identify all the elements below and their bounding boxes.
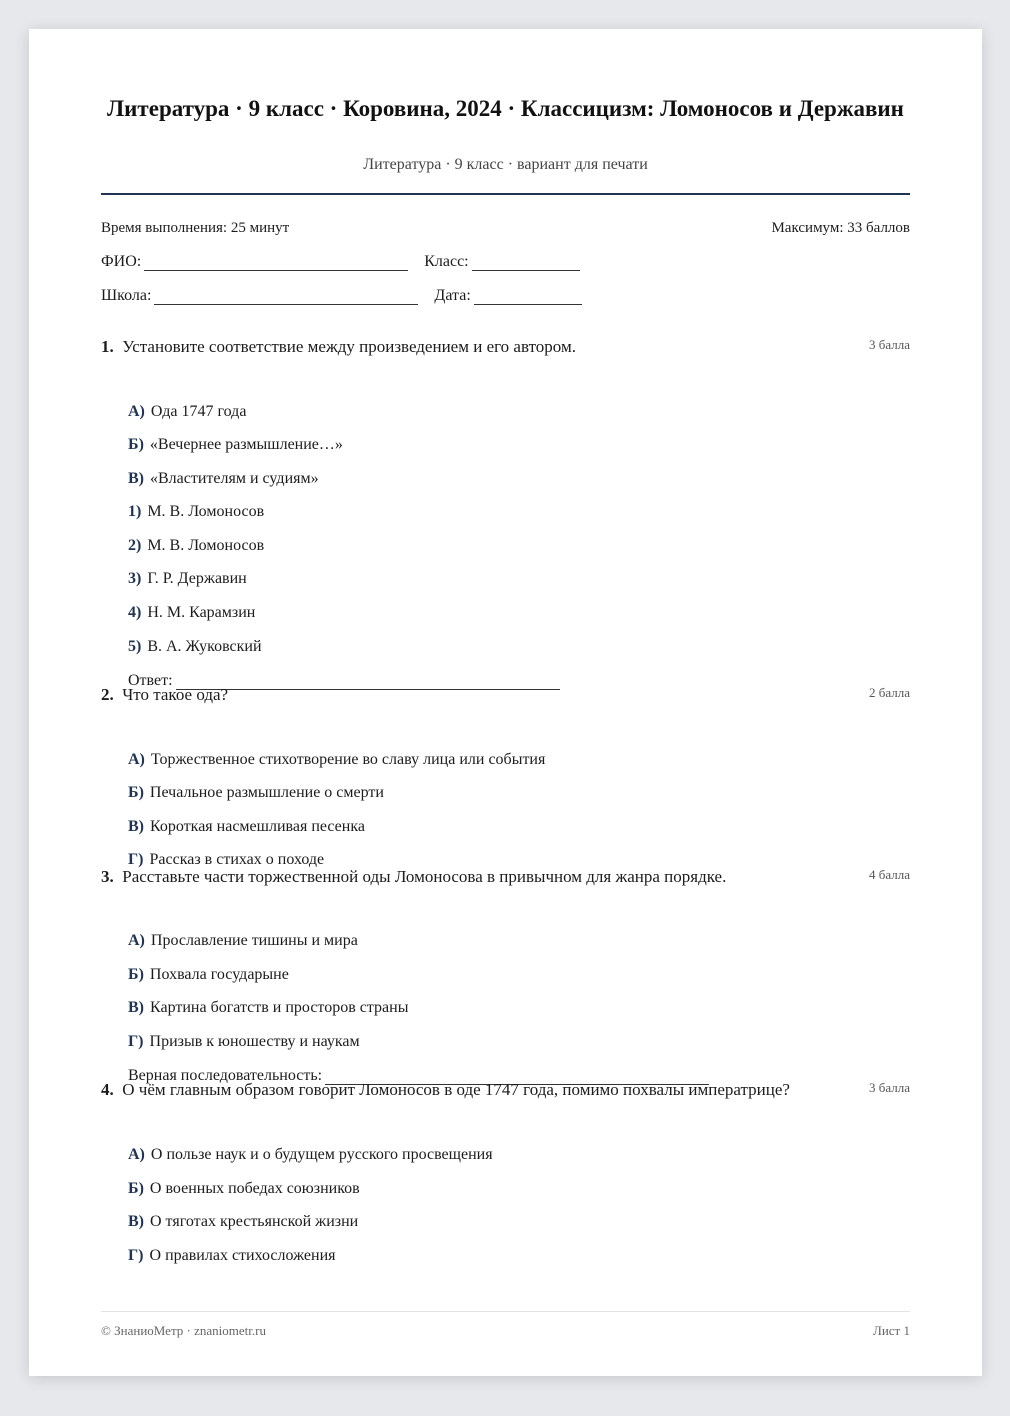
question-text: Что такое ода?	[122, 685, 229, 704]
answer-label: Верная последовательность:	[128, 1067, 323, 1084]
option: 2) М. В. Ломоносов	[128, 537, 265, 554]
question-points: 3 балла	[869, 337, 910, 352]
meta-row	[101, 220, 910, 237]
question-number: 1.	[101, 337, 114, 356]
option: В) О тяготах крестьянской жизни	[128, 1213, 359, 1230]
time-limit: Время выполнения: 25 минут	[101, 220, 290, 236]
worksheet-page	[29, 29, 982, 1376]
question-number: 2.	[101, 685, 114, 704]
option: 1) М. В. Ломоносов	[128, 503, 265, 520]
footer-copyright: © ЗнаниоМетр · znaniometr.ru	[101, 1323, 266, 1338]
question-3	[101, 867, 910, 889]
option: Г) Призыв к юношеству и наукам	[128, 1033, 360, 1050]
school-date-row	[101, 287, 582, 305]
question-text: Расставьте части торжественной оды Ломоносова в привычном для жанра порядке.	[122, 867, 727, 886]
class-line[interactable]	[472, 254, 580, 271]
date-label: Дата:	[434, 287, 471, 304]
question-text: Установите соответствие между произведением и его автором.	[122, 337, 576, 356]
option: В) Картина богатств и просторов страны	[128, 999, 409, 1016]
option: Б) Похвала государыне	[128, 966, 289, 983]
question-number: 4.	[101, 1080, 114, 1099]
option: А) О пользе наук и о будущем русского просвещения	[128, 1146, 493, 1163]
option: А) Торжественное стихотворение во славу лица или события	[128, 751, 546, 768]
option: Б) Печальное размышление о смерти	[128, 784, 384, 801]
option: Г) О правилах стихосложения	[128, 1247, 336, 1264]
question-2	[101, 685, 910, 707]
option: 5) В. А. Жуковский	[128, 638, 262, 655]
option: В) «Властителям и судиям»	[128, 470, 319, 487]
page-title: Литература · 9 класс · Коровина, 2024 · Классицизм: Ломоносов и Державин	[107, 96, 904, 121]
question-number: 3.	[101, 867, 114, 886]
question-text: О чём главным образом говорит Ломоносов в оде 1747 года, помимо похвалы императрице?	[122, 1080, 790, 1099]
class-label: Класс:	[424, 253, 469, 270]
answer-label: Ответ:	[128, 672, 173, 689]
question-points: 2 балла	[869, 685, 910, 700]
question-points: 3 балла	[869, 1080, 910, 1095]
option: В) Короткая насмешливая песенка	[128, 818, 365, 835]
option: 3) Г. Р. Державин	[128, 570, 247, 587]
date-line[interactable]	[474, 288, 582, 305]
option: Г) Рассказ в стихах о походе	[128, 851, 325, 868]
question-4	[101, 1080, 910, 1102]
fio-line[interactable]	[144, 254, 408, 271]
option: 4) Н. М. Карамзин	[128, 604, 256, 621]
question-points: 4 балла	[869, 867, 910, 882]
fio-label: ФИО:	[101, 253, 142, 270]
footer-page-number: Лист 1	[873, 1323, 910, 1338]
page-subtitle: Литература · 9 класс · вариант для печати	[363, 156, 648, 173]
option: А) Прославление тишины и мира	[128, 932, 358, 949]
max-score: Максимум: 33 баллов	[771, 220, 910, 236]
footer-divider	[101, 1311, 910, 1312]
school-label: Школа:	[101, 287, 152, 304]
option: Б) О военных победах союзников	[128, 1180, 360, 1197]
option: А) Ода 1747 года	[128, 403, 247, 420]
school-line[interactable]	[154, 288, 418, 305]
fio-class-row	[101, 253, 580, 271]
question-1	[101, 337, 910, 359]
header-divider	[101, 193, 910, 195]
option: Б) «Вечернее размышление…»	[128, 436, 343, 453]
